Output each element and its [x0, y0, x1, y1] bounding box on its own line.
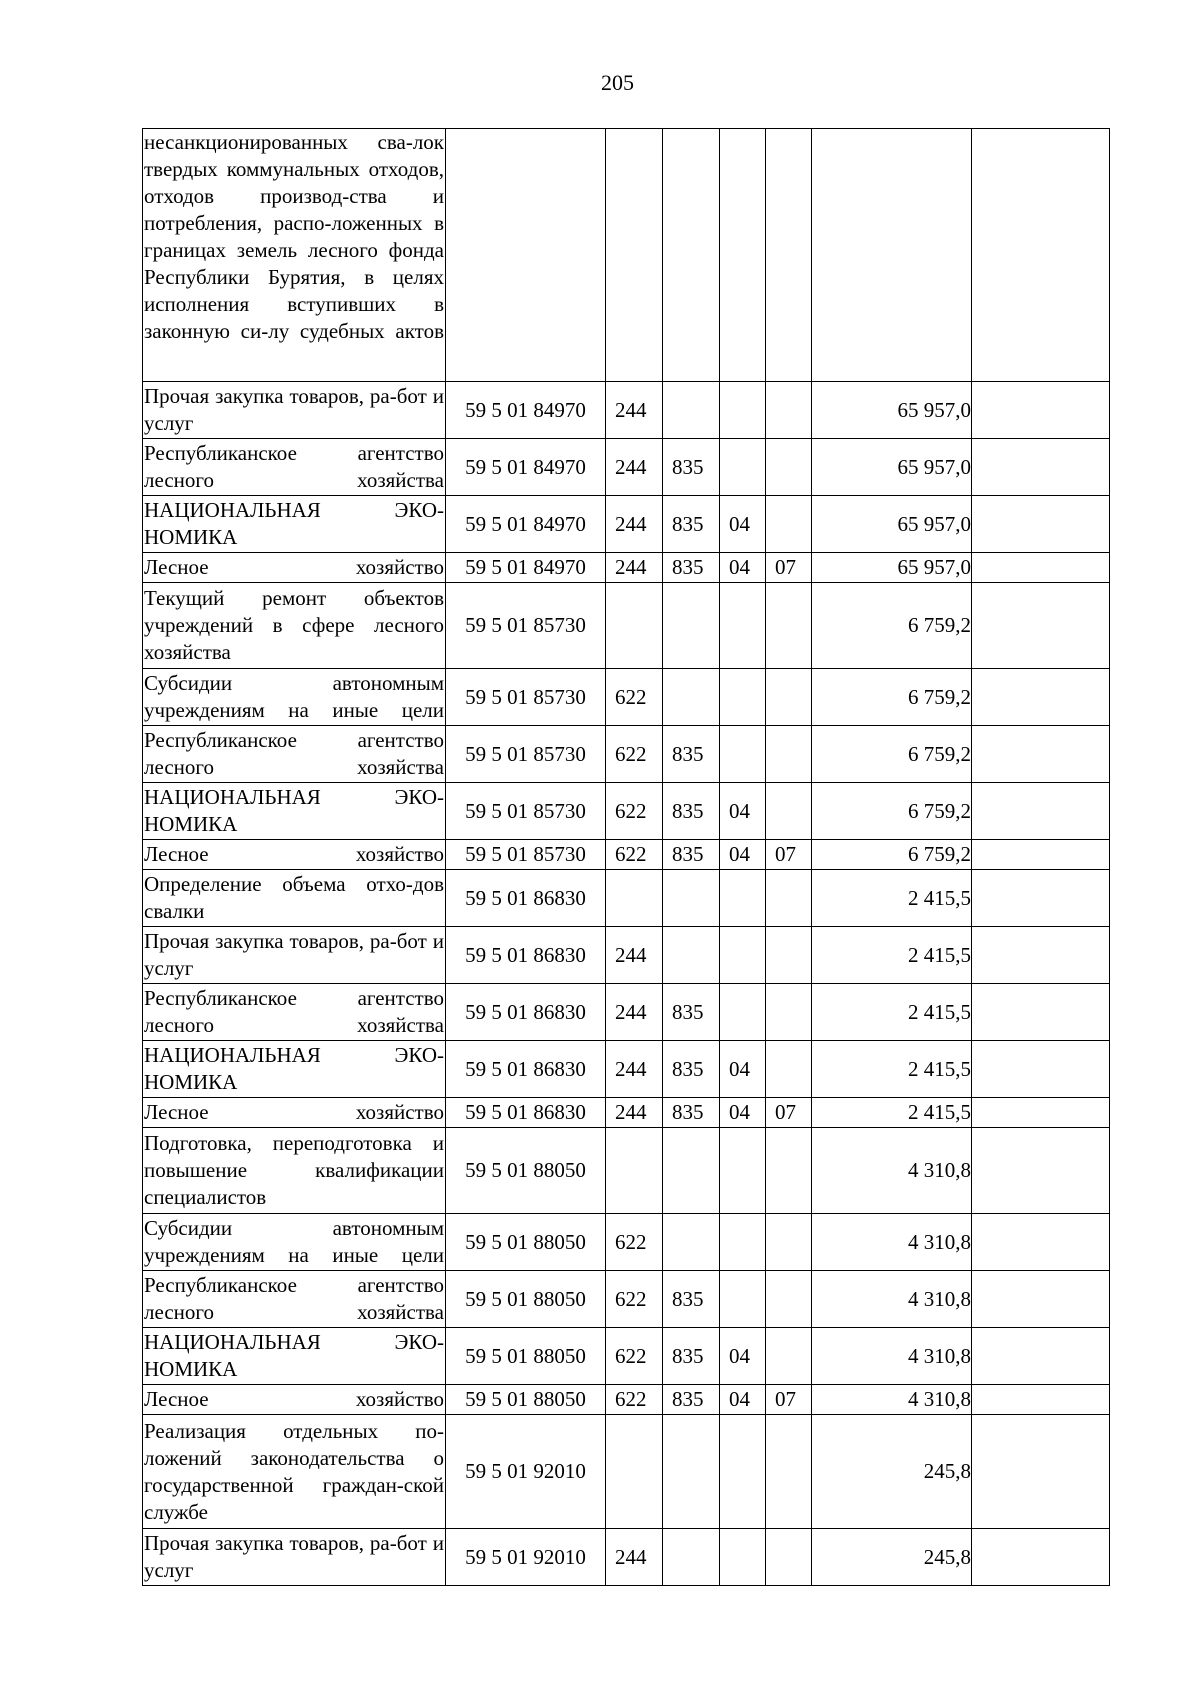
extra-cell — [972, 439, 1110, 496]
administrator-cell — [663, 927, 720, 984]
expense-type-cell: 244 — [606, 553, 663, 583]
table-row — [143, 553, 1110, 583]
expense-type-cell — [606, 870, 663, 927]
section-cell: 04 — [720, 840, 766, 870]
administrator-cell — [663, 1214, 720, 1271]
amount-cell: 2 415,5 — [812, 984, 972, 1041]
section-cell: 04 — [720, 783, 766, 840]
table-row — [143, 840, 1110, 870]
target-article-cell: 59 5 01 85730 — [446, 669, 606, 726]
extra-cell — [972, 1415, 1110, 1529]
item-name-cell: Республиканское агентство лесного хозяйства — [143, 439, 446, 496]
target-article-cell: 59 5 01 86830 — [446, 1041, 606, 1098]
expense-type-cell: 244 — [606, 439, 663, 496]
section-cell — [720, 1271, 766, 1328]
amount-cell: 245,8 — [812, 1415, 972, 1529]
administrator-cell: 835 — [663, 840, 720, 870]
table-row — [143, 1214, 1110, 1271]
amount-cell: 2 415,5 — [812, 1041, 972, 1098]
target-article-cell: 59 5 01 86830 — [446, 927, 606, 984]
target-article-cell: 59 5 01 84970 — [446, 553, 606, 583]
item-name-cell: Лесное хозяйство — [143, 1385, 446, 1415]
amount-cell: 4 310,8 — [812, 1328, 972, 1385]
amount-cell: 6 759,2 — [812, 726, 972, 783]
item-name-cell: несанкционированных сва-лок твердых коммунальных отходов, отходов производ-ства и потребления, распо-ложенных в границах земель лесного фонда Республики Бурятия, в целях исполнения вступивших в законную си-лу судебных актов — [143, 129, 446, 382]
target-article-cell: 59 5 01 85730 — [446, 783, 606, 840]
item-name-cell: Лесное хозяйство — [143, 1098, 446, 1128]
subsection-cell: 07 — [766, 1098, 812, 1128]
subsection-cell — [766, 1271, 812, 1328]
subsection-cell — [766, 1415, 812, 1529]
expense-type-cell — [606, 129, 663, 382]
budget-table — [142, 128, 1110, 1586]
target-article-cell: 59 5 01 84970 — [446, 496, 606, 553]
expense-type-cell: 622 — [606, 783, 663, 840]
section-cell — [720, 984, 766, 1041]
extra-cell — [972, 669, 1110, 726]
target-article-cell: 59 5 01 86830 — [446, 984, 606, 1041]
expense-type-cell: 244 — [606, 927, 663, 984]
extra-cell — [972, 927, 1110, 984]
extra-cell — [972, 583, 1110, 669]
extra-cell — [972, 382, 1110, 439]
amount-cell: 2 415,5 — [812, 1098, 972, 1128]
administrator-cell — [663, 129, 720, 382]
subsection-cell — [766, 129, 812, 382]
amount-cell: 6 759,2 — [812, 840, 972, 870]
section-cell: 04 — [720, 1385, 766, 1415]
target-article-cell: 59 5 01 88050 — [446, 1128, 606, 1214]
section-cell — [720, 583, 766, 669]
amount-cell — [812, 129, 972, 382]
target-article-cell: 59 5 01 92010 — [446, 1529, 606, 1586]
administrator-cell: 835 — [663, 496, 720, 553]
administrator-cell: 835 — [663, 1271, 720, 1328]
amount-cell: 4 310,8 — [812, 1385, 972, 1415]
subsection-cell — [766, 1328, 812, 1385]
page-number: 205 — [601, 70, 634, 95]
table-row — [143, 984, 1110, 1041]
expense-type-cell: 622 — [606, 726, 663, 783]
section-cell — [720, 870, 766, 927]
table-row — [143, 1098, 1110, 1128]
target-article-cell: 59 5 01 85730 — [446, 840, 606, 870]
extra-cell — [972, 129, 1110, 382]
expense-type-cell — [606, 583, 663, 669]
administrator-cell: 835 — [663, 1041, 720, 1098]
section-cell — [720, 439, 766, 496]
administrator-cell — [663, 382, 720, 439]
administrator-cell — [663, 669, 720, 726]
section-cell — [720, 726, 766, 783]
item-name-cell: Прочая закупка товаров, ра-бот и услуг — [143, 382, 446, 439]
item-name-cell: Республиканское агентство лесного хозяйства — [143, 1271, 446, 1328]
expense-type-cell — [606, 1128, 663, 1214]
administrator-cell: 835 — [663, 553, 720, 583]
extra-cell — [972, 840, 1110, 870]
item-name-cell: Субсидии автономным учреждениям на иные цели — [143, 1214, 446, 1271]
table-row — [143, 1128, 1110, 1214]
target-article-cell: 59 5 01 92010 — [446, 1415, 606, 1529]
amount-cell: 65 957,0 — [812, 553, 972, 583]
extra-cell — [972, 984, 1110, 1041]
table-row — [143, 927, 1110, 984]
subsection-cell — [766, 1529, 812, 1586]
table-row — [143, 1328, 1110, 1385]
expense-type-cell: 622 — [606, 1214, 663, 1271]
expense-type-cell — [606, 1415, 663, 1529]
extra-cell — [972, 1529, 1110, 1586]
amount-cell: 65 957,0 — [812, 496, 972, 553]
administrator-cell: 835 — [663, 726, 720, 783]
amount-cell: 6 759,2 — [812, 783, 972, 840]
target-article-cell: 59 5 01 86830 — [446, 870, 606, 927]
table-body — [143, 129, 1110, 1586]
table-row — [143, 1385, 1110, 1415]
administrator-cell: 835 — [663, 984, 720, 1041]
target-article-cell: 59 5 01 88050 — [446, 1214, 606, 1271]
item-name-cell: Прочая закупка товаров, ра-бот и услуг — [143, 927, 446, 984]
expense-type-cell: 622 — [606, 1271, 663, 1328]
item-name-cell: НАЦИОНАЛЬНАЯ ЭКО-НОМИКА — [143, 1041, 446, 1098]
section-cell: 04 — [720, 1328, 766, 1385]
extra-cell — [972, 553, 1110, 583]
administrator-cell — [663, 870, 720, 927]
target-article-cell: 59 5 01 85730 — [446, 726, 606, 783]
table-row — [143, 496, 1110, 553]
expense-type-cell: 622 — [606, 840, 663, 870]
administrator-cell: 835 — [663, 439, 720, 496]
administrator-cell: 835 — [663, 1098, 720, 1128]
table-row — [143, 129, 1110, 382]
subsection-cell — [766, 382, 812, 439]
extra-cell — [972, 496, 1110, 553]
subsection-cell: 07 — [766, 1385, 812, 1415]
section-cell: 04 — [720, 1041, 766, 1098]
section-cell — [720, 1529, 766, 1586]
subsection-cell — [766, 927, 812, 984]
administrator-cell — [663, 1529, 720, 1586]
expense-type-cell: 622 — [606, 1385, 663, 1415]
item-name-cell: Текущий ремонт объектов учреждений в сфере лесного хозяйства — [143, 583, 446, 669]
subsection-cell: 07 — [766, 840, 812, 870]
item-name-cell: НАЦИОНАЛЬНАЯ ЭКО-НОМИКА — [143, 783, 446, 840]
expense-type-cell: 244 — [606, 1098, 663, 1128]
table-row — [143, 382, 1110, 439]
target-article-cell: 59 5 01 86830 — [446, 1098, 606, 1128]
amount-cell: 2 415,5 — [812, 927, 972, 984]
subsection-cell — [766, 669, 812, 726]
item-name-cell: Субсидии автономным учреждениям на иные цели — [143, 669, 446, 726]
administrator-cell: 835 — [663, 1385, 720, 1415]
expense-type-cell: 244 — [606, 984, 663, 1041]
amount-cell: 2 415,5 — [812, 870, 972, 927]
item-name-cell: Прочая закупка товаров, ра-бот и услуг — [143, 1529, 446, 1586]
item-name-cell: НАЦИОНАЛЬНАЯ ЭКО-НОМИКА — [143, 1328, 446, 1385]
administrator-cell — [663, 583, 720, 669]
target-article-cell: 59 5 01 88050 — [446, 1385, 606, 1415]
section-cell — [720, 1128, 766, 1214]
item-name-cell: НАЦИОНАЛЬНАЯ ЭКО-НОМИКА — [143, 496, 446, 553]
table-row — [143, 669, 1110, 726]
subsection-cell — [766, 1214, 812, 1271]
expense-type-cell: 622 — [606, 669, 663, 726]
subsection-cell — [766, 984, 812, 1041]
item-name-cell: Определение объема отхо-дов свалки — [143, 870, 446, 927]
item-name-cell: Республиканское агентство лесного хозяйства — [143, 984, 446, 1041]
section-cell — [720, 669, 766, 726]
expense-type-cell: 244 — [606, 1041, 663, 1098]
amount-cell: 4 310,8 — [812, 1128, 972, 1214]
table-row — [143, 583, 1110, 669]
table-row — [143, 1529, 1110, 1586]
extra-cell — [972, 870, 1110, 927]
amount-cell: 65 957,0 — [812, 382, 972, 439]
table-row — [143, 783, 1110, 840]
target-article-cell: 59 5 01 84970 — [446, 439, 606, 496]
subsection-cell — [766, 1041, 812, 1098]
subsection-cell — [766, 1128, 812, 1214]
amount-cell: 6 759,2 — [812, 669, 972, 726]
section-cell — [720, 129, 766, 382]
expense-type-cell: 244 — [606, 382, 663, 439]
administrator-cell — [663, 1128, 720, 1214]
extra-cell — [972, 1041, 1110, 1098]
target-article-cell: 59 5 01 85730 — [446, 583, 606, 669]
expense-type-cell: 622 — [606, 1328, 663, 1385]
extra-cell — [972, 1385, 1110, 1415]
section-cell — [720, 1214, 766, 1271]
item-name-cell: Лесное хозяйство — [143, 840, 446, 870]
section-cell: 04 — [720, 1098, 766, 1128]
subsection-cell — [766, 783, 812, 840]
item-name-cell: Подготовка, переподготовка и повышение квалификации специалистов — [143, 1128, 446, 1214]
administrator-cell: 835 — [663, 783, 720, 840]
extra-cell — [972, 1271, 1110, 1328]
table-row — [143, 726, 1110, 783]
extra-cell — [972, 1128, 1110, 1214]
subsection-cell — [766, 439, 812, 496]
subsection-cell — [766, 870, 812, 927]
amount-cell: 4 310,8 — [812, 1214, 972, 1271]
subsection-cell — [766, 583, 812, 669]
section-cell — [720, 927, 766, 984]
section-cell — [720, 382, 766, 439]
amount-cell: 245,8 — [812, 1529, 972, 1586]
table-row — [143, 1041, 1110, 1098]
expense-type-cell: 244 — [606, 1529, 663, 1586]
target-article-cell — [446, 129, 606, 382]
subsection-cell: 07 — [766, 553, 812, 583]
target-article-cell: 59 5 01 88050 — [446, 1328, 606, 1385]
subsection-cell — [766, 726, 812, 783]
extra-cell — [972, 783, 1110, 840]
administrator-cell: 835 — [663, 1328, 720, 1385]
target-article-cell: 59 5 01 84970 — [446, 382, 606, 439]
table-row — [143, 1271, 1110, 1328]
extra-cell — [972, 1098, 1110, 1128]
table-row — [143, 439, 1110, 496]
item-name-cell: Реализация отдельных по-ложений законодательства о государственной граждан-ской службе — [143, 1415, 446, 1529]
expense-type-cell: 244 — [606, 496, 663, 553]
amount-cell: 6 759,2 — [812, 583, 972, 669]
table-row — [143, 870, 1110, 927]
extra-cell — [972, 726, 1110, 783]
section-cell: 04 — [720, 553, 766, 583]
section-cell: 04 — [720, 496, 766, 553]
item-name-cell: Республиканское агентство лесного хозяйства — [143, 726, 446, 783]
table-row — [143, 1415, 1110, 1529]
administrator-cell — [663, 1415, 720, 1529]
extra-cell — [972, 1328, 1110, 1385]
section-cell — [720, 1415, 766, 1529]
amount-cell: 4 310,8 — [812, 1271, 972, 1328]
amount-cell: 65 957,0 — [812, 439, 972, 496]
target-article-cell: 59 5 01 88050 — [446, 1271, 606, 1328]
item-name-cell: Лесное хозяйство — [143, 553, 446, 583]
extra-cell — [972, 1214, 1110, 1271]
subsection-cell — [766, 496, 812, 553]
